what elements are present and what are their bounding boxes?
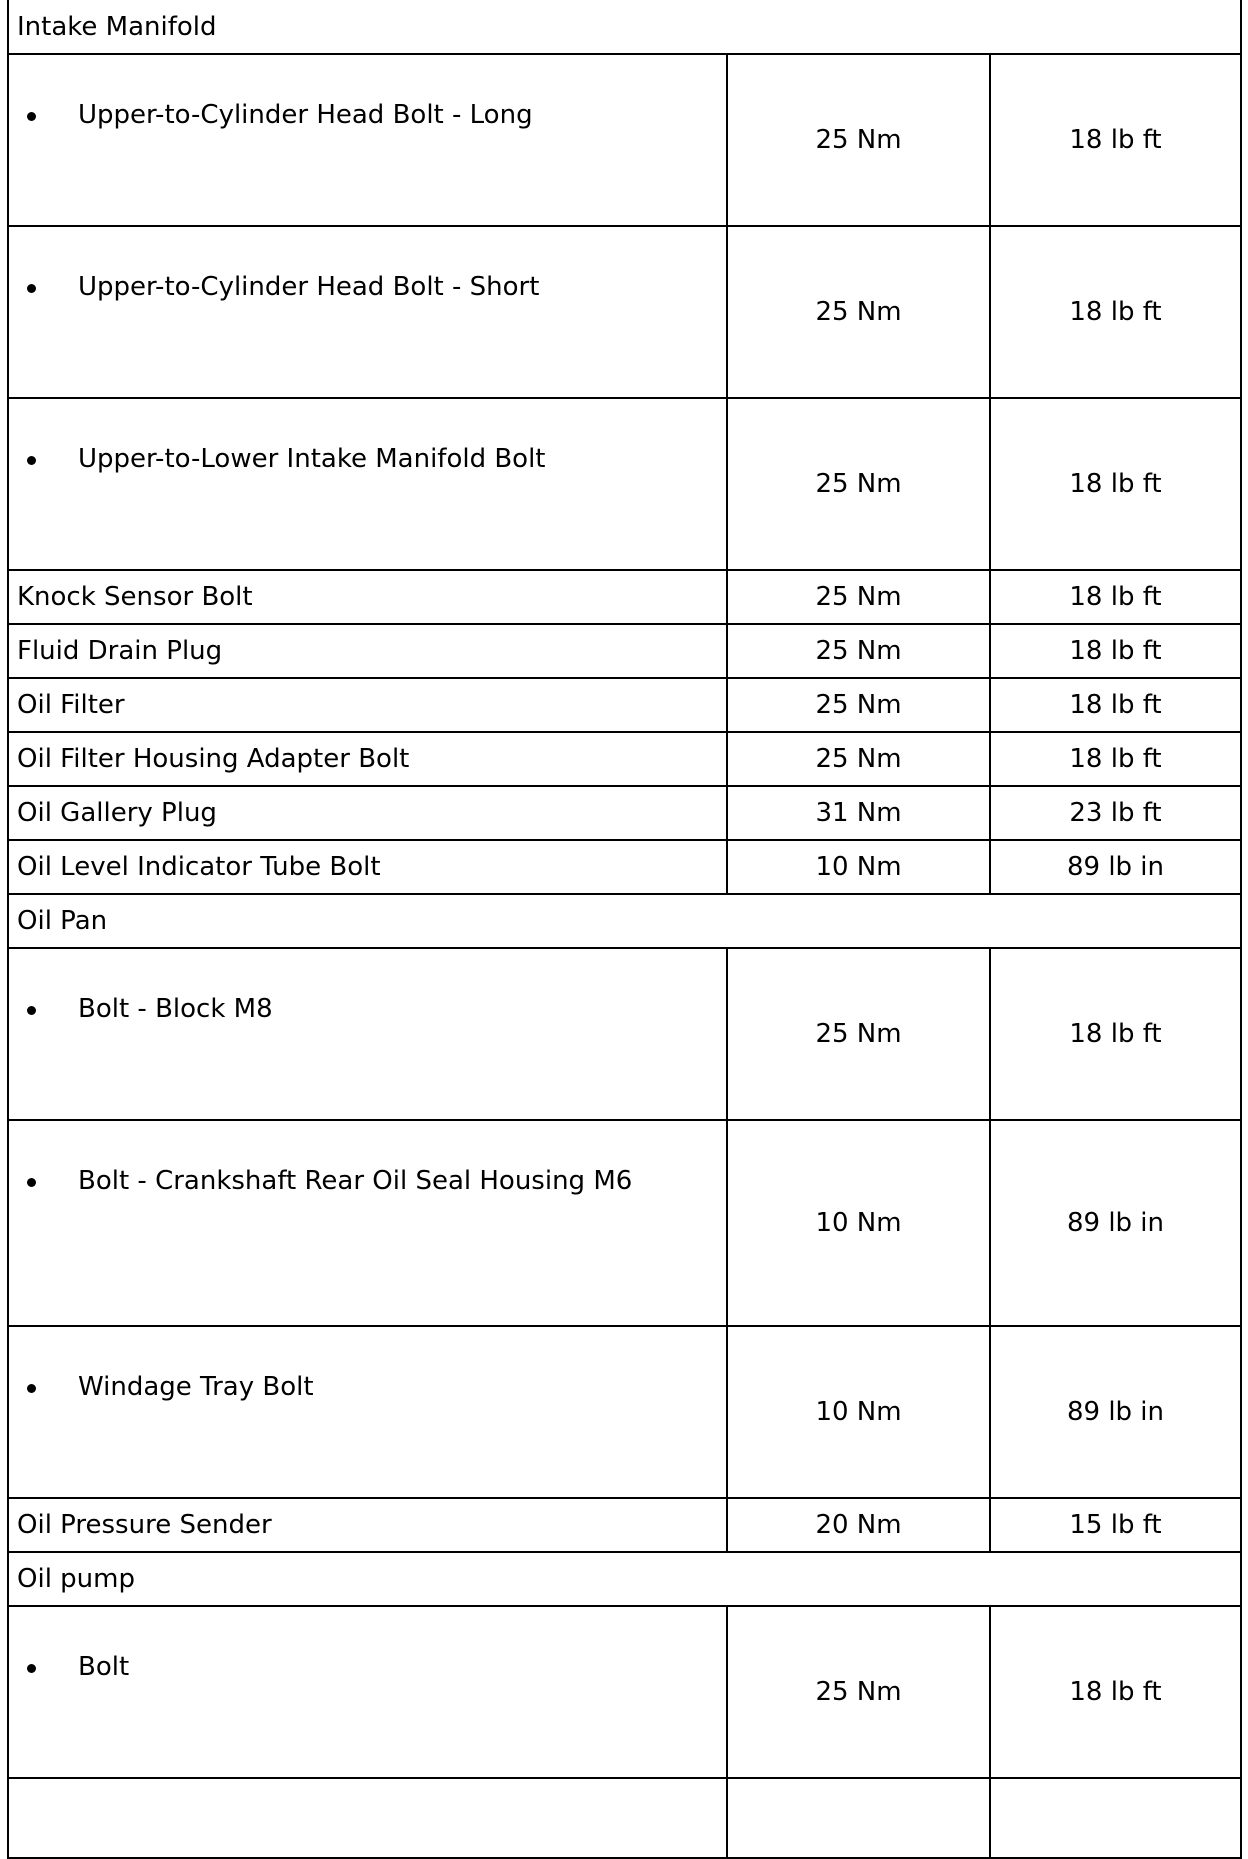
- component-label: Bolt: [78, 1652, 130, 1682]
- table-row: [8, 1606, 1241, 1778]
- table-row: [8, 840, 1241, 894]
- table-row: [8, 1498, 1241, 1552]
- english-value: 18 lb ft: [990, 54, 1241, 226]
- metric-value: 25 Nm: [727, 624, 990, 678]
- bullet-item: [9, 1121, 726, 1197]
- component-label: Upper-to-Cylinder Head Bolt - Long: [78, 100, 533, 130]
- component-label: Fluid Drain Plug: [8, 624, 727, 678]
- table-row: [8, 226, 1241, 398]
- english-value: 89 lb in: [990, 840, 1241, 894]
- english-value: 18 lb ft: [990, 732, 1241, 786]
- metric-value: 25 Nm: [727, 226, 990, 398]
- bullet-icon: [27, 112, 36, 121]
- component-label: Bolt - Block M8: [78, 994, 273, 1024]
- table-row: [8, 732, 1241, 786]
- table-row: [8, 54, 1241, 226]
- bullet-icon: [27, 1384, 36, 1393]
- metric-value: 25 Nm: [727, 732, 990, 786]
- component-label: Oil Level Indicator Tube Bolt: [8, 840, 727, 894]
- table-row: [8, 570, 1241, 624]
- english-value: 18 lb ft: [990, 398, 1241, 570]
- bullet-icon: [27, 284, 36, 293]
- section-heading: Oil pump: [8, 1552, 1241, 1606]
- component-label: Oil Filter Housing Adapter Bolt: [8, 732, 727, 786]
- metric-value: 25 Nm: [727, 948, 990, 1120]
- metric-value: 25 Nm: [727, 1606, 990, 1778]
- bullet-icon: [27, 1664, 36, 1673]
- english-value: 89 lb in: [990, 1120, 1241, 1326]
- component-cell: [8, 398, 727, 570]
- table-row: [8, 948, 1241, 1120]
- component-label: Oil Filter: [8, 678, 727, 732]
- english-value: 18 lb ft: [990, 678, 1241, 732]
- section-row: [8, 894, 1241, 948]
- metric-value: 10 Nm: [727, 1120, 990, 1326]
- torque-spec-table: [7, 0, 1242, 1859]
- component-cell: [8, 1120, 727, 1326]
- component-label: Oil Pressure Sender: [8, 1498, 727, 1552]
- bullet-icon: [27, 456, 36, 465]
- table-row: [8, 1120, 1241, 1326]
- empty-cell: [8, 1778, 727, 1858]
- component-label: Windage Tray Bolt: [78, 1372, 314, 1402]
- torque-spec-body: [8, 0, 1241, 1858]
- component-label: Knock Sensor Bolt: [8, 570, 727, 624]
- component-label: Upper-to-Lower Intake Manifold Bolt: [78, 444, 546, 474]
- bullet-item: [9, 1607, 726, 1683]
- table-row: [8, 786, 1241, 840]
- english-value: 18 lb ft: [990, 624, 1241, 678]
- english-value: 23 lb ft: [990, 786, 1241, 840]
- section-heading: Oil Pan: [8, 894, 1241, 948]
- bullet-icon: [27, 1178, 36, 1187]
- section-row: [8, 1552, 1241, 1606]
- metric-value: 25 Nm: [727, 678, 990, 732]
- english-value: 89 lb in: [990, 1326, 1241, 1498]
- metric-value: 31 Nm: [727, 786, 990, 840]
- metric-value: 25 Nm: [727, 398, 990, 570]
- table-row: [8, 678, 1241, 732]
- table-row: [8, 1326, 1241, 1498]
- english-value: 18 lb ft: [990, 226, 1241, 398]
- bullet-item: [9, 1327, 726, 1403]
- component-label: Upper-to-Cylinder Head Bolt - Short: [78, 272, 540, 302]
- table-row: [8, 624, 1241, 678]
- english-value: 18 lb ft: [990, 1606, 1241, 1778]
- bullet-item: [9, 949, 726, 1025]
- metric-value: 10 Nm: [727, 840, 990, 894]
- table-row: [8, 398, 1241, 570]
- component-cell: [8, 1326, 727, 1498]
- metric-value: 20 Nm: [727, 1498, 990, 1552]
- bullet-item: [9, 227, 726, 303]
- english-value: 15 lb ft: [990, 1498, 1241, 1552]
- component-label: Oil Gallery Plug: [8, 786, 727, 840]
- bullet-icon: [27, 1006, 36, 1015]
- bullet-item: [9, 399, 726, 475]
- english-value: 18 lb ft: [990, 948, 1241, 1120]
- bullet-item: [9, 55, 726, 131]
- component-cell: [8, 948, 727, 1120]
- section-heading: Intake Manifold: [8, 0, 1241, 54]
- empty-cell: [727, 1778, 990, 1858]
- component-cell: [8, 54, 727, 226]
- component-label: Bolt - Crankshaft Rear Oil Seal Housing M6: [78, 1166, 633, 1196]
- component-cell: [8, 1606, 727, 1778]
- metric-value: 10 Nm: [727, 1326, 990, 1498]
- metric-value: 25 Nm: [727, 570, 990, 624]
- english-value: 18 lb ft: [990, 570, 1241, 624]
- metric-value: 25 Nm: [727, 54, 990, 226]
- section-row: [8, 0, 1241, 54]
- empty-row: [8, 1778, 1241, 1858]
- empty-cell: [990, 1778, 1241, 1858]
- component-cell: [8, 226, 727, 398]
